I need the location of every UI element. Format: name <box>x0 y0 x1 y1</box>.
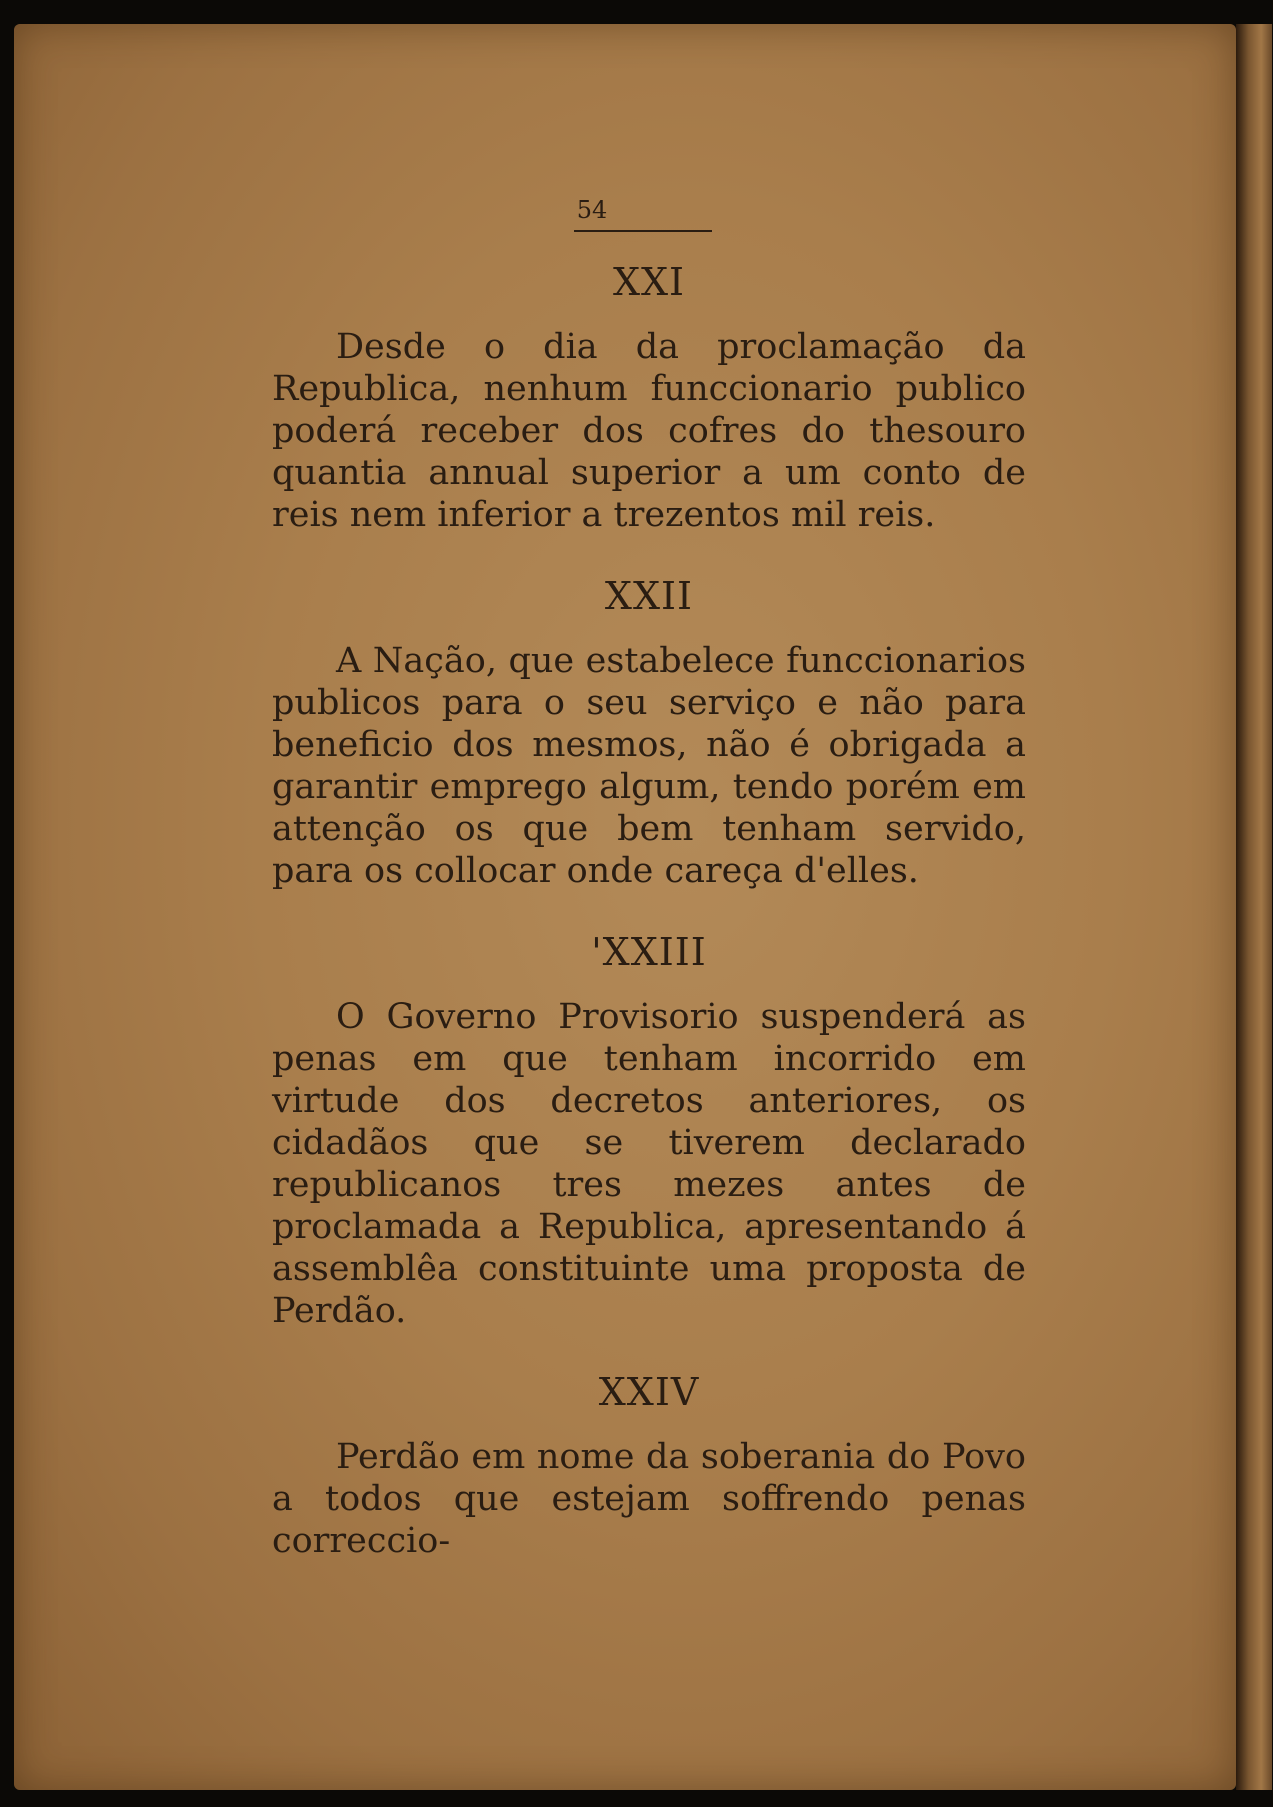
section-xxii <box>272 572 1026 892</box>
section-heading: XXI <box>612 260 686 304</box>
section-heading: XXIV <box>598 1370 700 1414</box>
page-text-block <box>272 194 1026 1562</box>
section-xxiii <box>272 928 1026 1332</box>
book-page <box>14 24 1236 1790</box>
header-rule <box>574 230 712 232</box>
section-xxiv <box>272 1368 1026 1562</box>
section-xxi <box>272 258 1026 536</box>
section-paragraph: O Governo Provisorio suspenderá as penas em que tenham incorrido em virtude dos decretos anteriores, os cidadãos que se tiverem declarado republicanos tres mezes antes de proclamada a Republica, apresentando á assemblêa constituinte uma proposta de Perdão. <box>272 997 1026 1331</box>
section-paragraph: Perdão em nome da soberania do Povo a todos que estejam soffrendo penas correccio- <box>272 1437 1026 1561</box>
section-paragraph: Desde o dia da proclamação da Republica, nenhum funccionario publico poderá receber dos cofres do thesouro quantia annual superior a um conto de reis nem inferior a trezentos mil reis. <box>272 327 1026 535</box>
page-edge <box>1236 24 1272 1790</box>
section-paragraph: A Nação, que estabelece funccionarios publicos para o seu serviço e não para beneficio dos mesmos, não é obrigada a garantir emprego algum, tendo porém em attenção os que bem tenham servido, para os collocar onde careça d'elles. <box>272 641 1026 891</box>
section-heading: XXII <box>604 574 694 618</box>
section-heading: 'XXIII <box>591 930 707 974</box>
page-number: 54 <box>576 196 608 224</box>
